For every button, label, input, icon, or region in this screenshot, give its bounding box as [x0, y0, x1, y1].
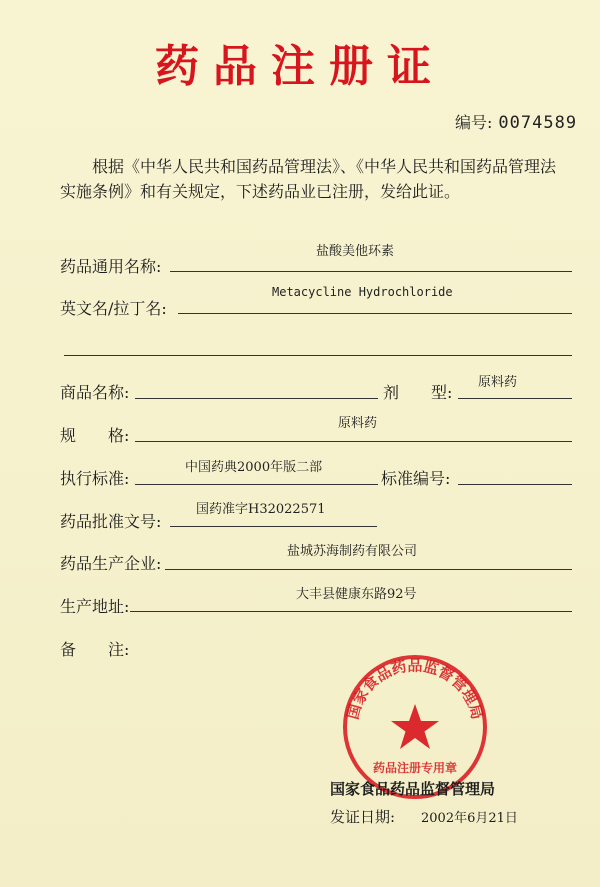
approval-number-line: [170, 526, 377, 527]
address-line: [130, 611, 572, 612]
intro-paragraph: 根据《中华人民共和国药品管理法》、《中华人民共和国药品管理法实施条例》和有关规定，下述药品业已注册，发给此证。: [60, 157, 557, 201]
standard-number-line: [458, 484, 572, 485]
issue-date-label: 发证日期:: [330, 808, 396, 826]
dosage-form-value: 原料药: [478, 375, 518, 390]
address-label: 生产地址:: [60, 597, 130, 616]
standard-value: 中国药典2000年版二部: [185, 460, 323, 475]
generic-name-label: 药品通用名称:: [60, 257, 162, 276]
dosage-form-label: 剂 型:: [383, 383, 453, 402]
certificate-number-label: 编号:: [455, 113, 493, 132]
specification-value: 原料药: [338, 416, 378, 431]
manufacturer-label: 药品生产企业:: [60, 554, 162, 573]
address-value: 大丰县健康东路92号: [296, 587, 417, 602]
generic-name-line: [170, 271, 572, 272]
seal-ring-text: 国家食品药品监督管理局: [343, 656, 487, 722]
generic-name-value: 盐酸美他环素: [316, 244, 395, 259]
standard-line: [135, 484, 378, 485]
seal-bottom-text: 药品注册专用章: [372, 761, 458, 775]
approval-number-value: 国药准字H32022571: [196, 502, 326, 517]
standard-label: 执行标准:: [60, 469, 130, 488]
trade-name-line: [135, 398, 378, 399]
english-name-extra-line: [64, 355, 572, 356]
approval-number-label: 药品批准文号:: [60, 512, 162, 531]
manufacturer-line: [165, 569, 572, 570]
specification-line: [135, 441, 572, 442]
seal-star-icon: [391, 704, 439, 749]
issue-date-value: 2002年6月21日: [421, 811, 518, 826]
english-name-line: [178, 313, 572, 314]
issuing-agency: 国家食品药品监督管理局: [330, 780, 496, 798]
manufacturer-value: 盐城苏海制药有限公司: [287, 544, 418, 559]
certificate-title: 药品注册证: [155, 41, 445, 92]
trade-name-label: 商品名称:: [60, 383, 130, 402]
standard-number-label: 标准编号:: [381, 469, 451, 488]
dosage-form-line: [458, 398, 572, 399]
certificate-number: [455, 110, 577, 133]
english-name-label: 英文名/拉丁名:: [60, 299, 167, 318]
certificate-number-value: 0074589: [498, 113, 578, 133]
remarks-label: 备 注:: [60, 640, 130, 659]
specification-label: 规 格:: [60, 426, 130, 445]
english-name-value: Metacycline Hydrochloride: [272, 285, 453, 299]
